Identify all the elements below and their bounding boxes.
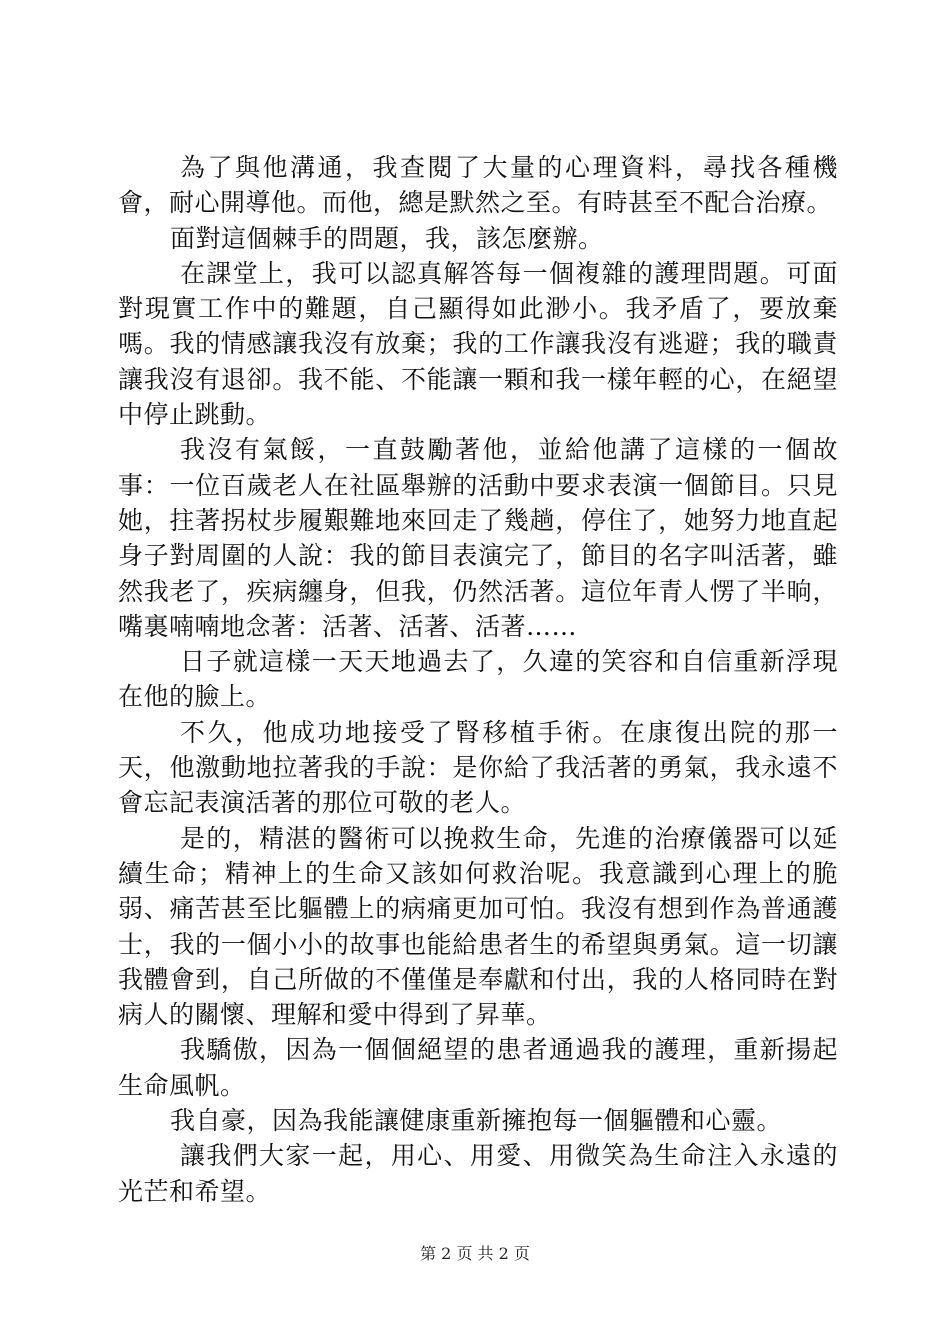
paragraph: 面對這個棘手的問題，我，該怎麼辦。 [170, 223, 604, 253]
paragraph: 我自豪，因為我能讓健康重新擁抱每一個軀體和心靈。 [170, 1106, 783, 1136]
document-body [118, 150, 838, 1209]
paragraph: 是的，精湛的醫術可以挽救生命，先進的治療儀器可以延續生命；精神上的生命又該如何救治呢。我意識到心理上的脆弱、痛苦甚至比軀體上的病痛更加可怕。我沒有想到作為普通護士，我的一個小小的故事也能給患者生的希望與勇氣。這一切讓我體會到，自己所做的不僅僅是奉獻和付出，我的人格同時在對病人的關懷、理解和愛中得到了昇華。 [118, 823, 838, 1030]
paragraph: 日子就這樣一天天地過去了，久違的笑容和自信重新浮現在他的臉上。 [118, 647, 838, 712]
paragraph: 我沒有氣餒，一直鼓勵著他，並給他講了這樣的一個故事：一位百歲老人在社區舉辦的活動中要求表演一個節目。只見她，拄著拐杖步履艱難地來回走了幾趟，停住了，她努力地直起身子對周圍的人說：我的節目表演完了，節目的名字叫活著，雖然我老了，疾病纏身，但我，仍然活著。這位年青人愣了半晌，嘴裏喃喃地念著：活著、活著、活著…… [118, 435, 838, 641]
paragraph: 不久，他成功地接受了腎移植手術。在康復出院的那一天，他激動地拉著我的手說：是你給了我活著的勇氣，我永遠不會忘記表演活著的那位可敬的老人。 [118, 717, 838, 818]
paragraph: 讓我們大家一起，用心、用愛、用微笑為生命注入永遠的光芒和希望。 [118, 1141, 838, 1206]
paragraph: 為了與他溝通，我查閱了大量的心理資料，尋找各種機會，耐心開導他。而他，總是默然之至。有時甚至不配合治療。 [118, 153, 838, 218]
paragraph: 在課堂上，我可以認真解答每一個複雜的護理問題。可面對現實工作中的難題，自己顯得如此渺小。我矛盾了，要放棄嗎。我的情感讓我沒有放棄；我的工作讓我沒有逃避；我的職責讓我沒有退卻。我不能、不能讓一顆和我一樣年輕的心，在絕望中停止跳動。 [118, 258, 838, 430]
paragraph: 我驕傲，因為一個個絕望的患者通過我的護理，重新揚起生命風帆。 [118, 1035, 838, 1100]
page-number-footer: 第 2 页 共 2 页 [420, 1244, 530, 1263]
